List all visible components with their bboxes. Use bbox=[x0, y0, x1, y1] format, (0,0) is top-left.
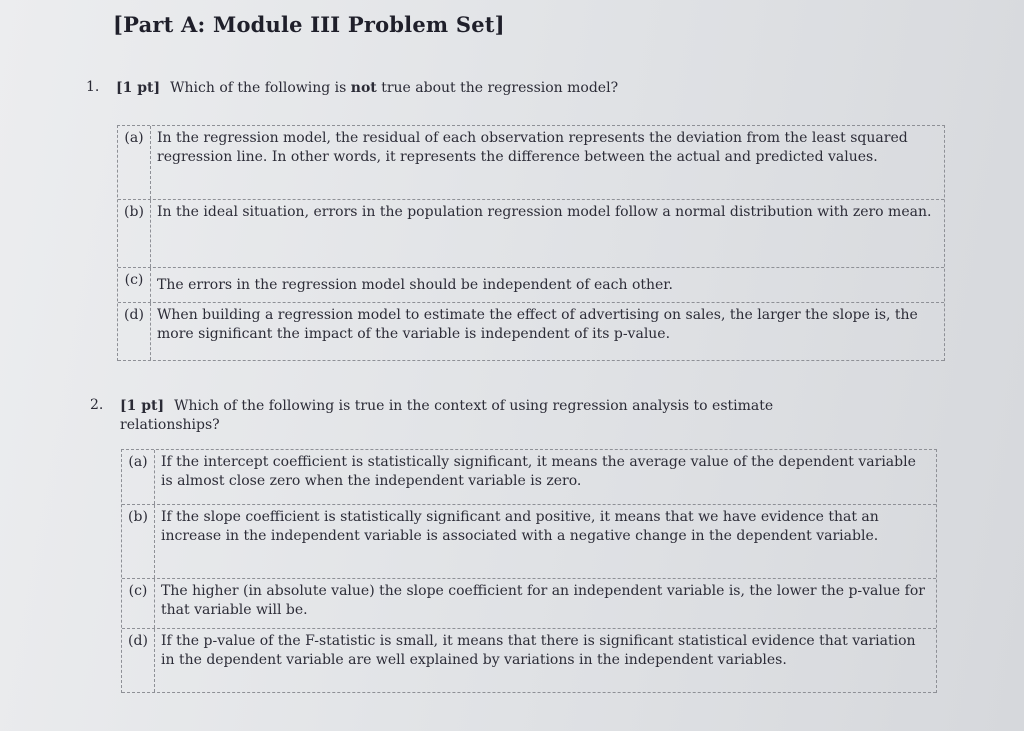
option-label: (d) bbox=[122, 629, 155, 692]
option-label: (a) bbox=[118, 126, 151, 199]
option-text: If the p-value of the F-statistic is small, it means that there is significant statistical evidence that variation in the dependent variable are well explained by variations in the independent variables. bbox=[161, 633, 916, 668]
option-text: In the ideal situation, errors in the population regression model follow a normal distribution with zero mean. bbox=[157, 204, 932, 220]
question-2-option-b bbox=[122, 505, 936, 579]
option-label: (c) bbox=[122, 579, 155, 628]
question-1-options-table bbox=[117, 125, 945, 361]
option-label: (a) bbox=[122, 450, 155, 504]
question-1-stem-after: true about the regression model? bbox=[376, 80, 619, 96]
question-2-option-d bbox=[122, 629, 936, 693]
option-label: (b) bbox=[118, 200, 151, 267]
option-text: If the slope coefficient is statistically significant and positive, it means that we have evidence that an increase in the independent variable is associated with a negative change in the dependent variable. bbox=[161, 509, 879, 544]
option-text: In the regression model, the residual of each observation represents the deviation from the least squared regression line. In other words, it represents the difference between the actual and predicted values. bbox=[157, 130, 908, 165]
question-1-stem-before: Which of the following is bbox=[170, 80, 351, 96]
page-title: [Part A: Module III Problem Set] bbox=[113, 12, 505, 37]
option-text: If the intercept coefficient is statistically significant, it means the average value of the dependent variable is almost close zero when the independent variable is zero. bbox=[161, 454, 916, 489]
question-2-options-table bbox=[121, 449, 937, 693]
question-1-option-d bbox=[118, 303, 944, 361]
question-1-stem bbox=[116, 79, 936, 98]
question-2-points: [1 pt] bbox=[120, 398, 165, 414]
question-2-number: 2. bbox=[90, 397, 104, 413]
option-label: (d) bbox=[118, 303, 151, 360]
question-2-stem bbox=[120, 397, 820, 435]
question-2-option-c bbox=[122, 579, 936, 629]
question-1-number: 1. bbox=[86, 79, 100, 95]
question-1-points: [1 pt] bbox=[116, 80, 161, 96]
question-1-option-c bbox=[118, 268, 944, 303]
question-2-option-a bbox=[122, 450, 936, 505]
option-text: The higher (in absolute value) the slope coefficient for an independent variable is, the lower the p-value for that variable will be. bbox=[161, 583, 925, 618]
option-label: (c) bbox=[118, 268, 151, 302]
question-1-option-a bbox=[118, 126, 944, 200]
option-text: When building a regression model to estimate the effect of advertising on sales, the larger the slope is, the more significant the impact of the variable is independent of its p-value. bbox=[157, 307, 918, 342]
option-text: The errors in the regression model should be independent of each other. bbox=[157, 277, 673, 293]
question-2-stem-text: Which of the following is true in the context of using regression analysis to estimate relationships? bbox=[120, 398, 774, 433]
question-1-option-b bbox=[118, 200, 944, 268]
question-1-stem-emphasis: not bbox=[350, 80, 377, 96]
option-label: (b) bbox=[122, 505, 155, 578]
